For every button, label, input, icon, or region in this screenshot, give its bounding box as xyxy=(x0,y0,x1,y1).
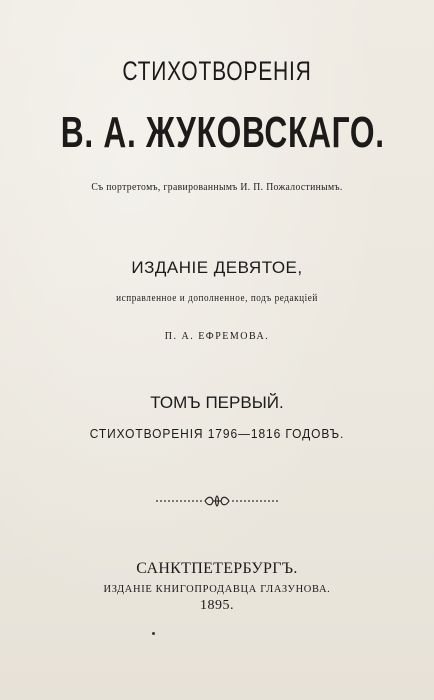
pencil-mark xyxy=(409,0,410,6)
editor-name: П. А. ЕФРЕМОВА. xyxy=(164,331,270,342)
imprint-city: САНКТПЕТЕРБУРГЪ. xyxy=(136,560,298,577)
ink-speck xyxy=(152,632,155,635)
title-line-poems: СТИХОТВОРЕНIЯ xyxy=(122,56,312,86)
edition-note: исправленное и дополненное, подъ редакцiей xyxy=(116,293,318,304)
edition-heading: ИЗДАНIЕ ДЕВЯТОЕ, xyxy=(131,258,303,277)
imprint-publisher: ИЗДАНIЕ КНИГОПРОДАВЦА ГЛАЗУНОВА. xyxy=(103,583,331,595)
volume-heading: ТОМЪ ПЕРВЫЙ. xyxy=(150,393,284,412)
imprint-year: 1895. xyxy=(200,598,234,613)
volume-contents: СТИХОТВОРЕНIЯ 1796—1816 ГОДОВЪ. xyxy=(89,426,345,441)
title-line-author: В. А. ЖУКОВСКАГО. xyxy=(60,108,385,157)
portrait-credit: Съ портретомъ, гравированнымъ И. П. Пожалостинымъ. xyxy=(91,181,343,193)
ornament-divider-icon xyxy=(155,494,279,508)
